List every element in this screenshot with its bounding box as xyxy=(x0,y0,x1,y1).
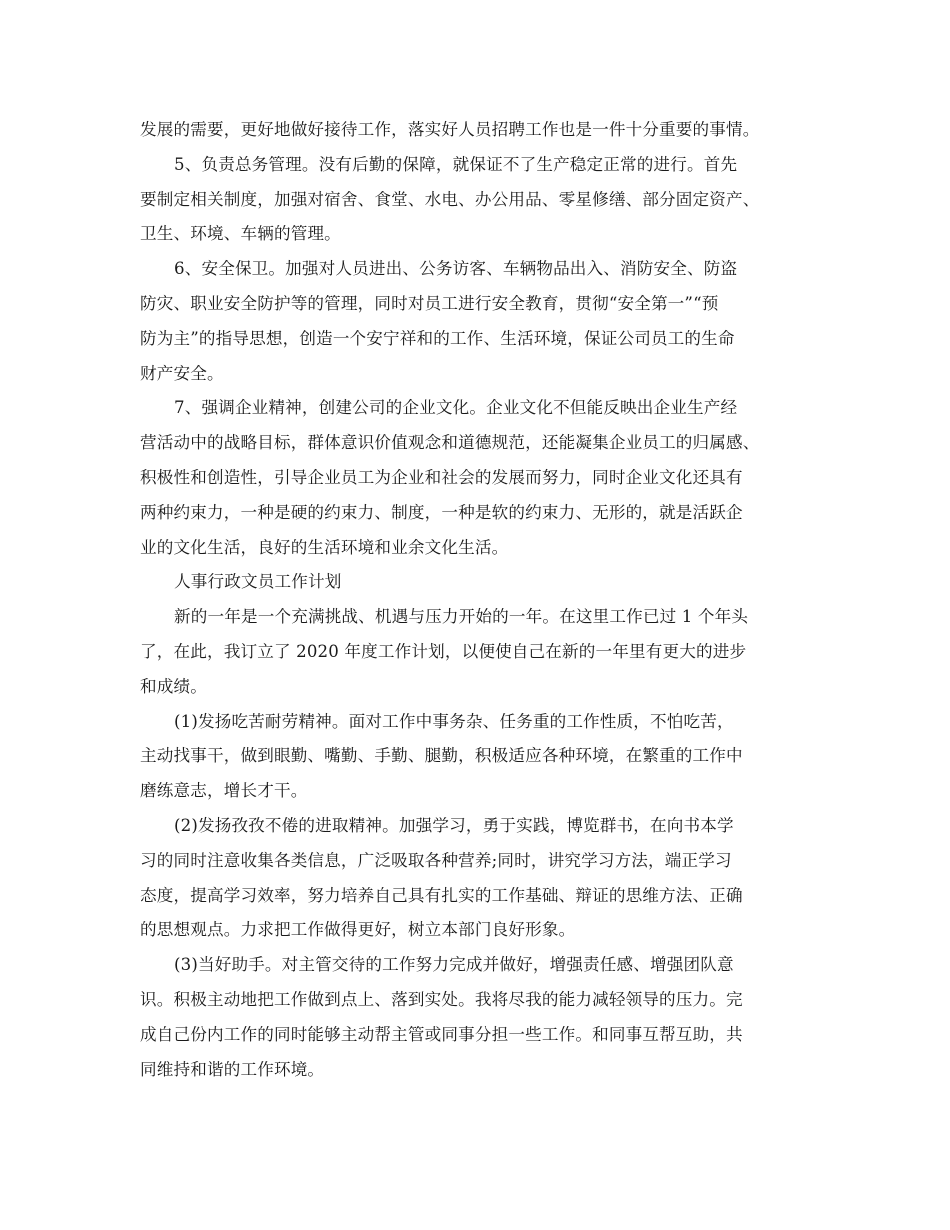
text-line: 人事行政文员工作计划 xyxy=(174,572,342,592)
text-line: 业的文化生活，良好的生活环境和业余文化生活。 xyxy=(140,537,509,557)
text-line: 防灾、职业安全防护等的管理，同时对员工进行安全教育，贯彻“安全第一”“预 xyxy=(140,293,719,313)
document-body xyxy=(140,113,820,1087)
text-line: 防为主”的指导思想，创造一个安宁祥和的工作、生活环境，保证公司员工的生命 xyxy=(140,328,735,348)
text-line: 积极性和创造性，引导企业员工为企业和社会的发展而努力，同时企业文化还具有 xyxy=(140,467,743,487)
text-line: 习的同时注意收集各类信息，广泛吸取各种营养;同时，讲究学习方法，端正学习 xyxy=(140,850,732,870)
text-line: 要制定相关制度，加强对宿舍、食堂、水电、办公用品、零星修缮、部分固定资产、 xyxy=(140,189,760,209)
text-line: 7、强调企业精神，创建公司的企业文化。企业文化不但能反映出企业生产经 xyxy=(174,398,738,418)
text-line: 营活动中的战略目标，群体意识价值观念和道德规范，还能凝集企业员工的归属感、 xyxy=(140,433,760,453)
text-line: 发展的需要，更好地做好接待工作，落实好人员招聘工作也是一件十分重要的事情。 xyxy=(140,120,760,139)
text-line: 卫生、环境、车辆的管理。 xyxy=(140,224,341,244)
text-line: (3)当好助手。对主管交待的工作努力完成并做好，增强责任感、增强团队意 xyxy=(174,955,734,975)
text-line: 识。积极主动地把工作做到点上、落到实处。我将尽我的能力减轻领导的压力。完 xyxy=(140,989,743,1009)
text-line: 成自己份内工作的同时能够主动帮主管或同事分担一些工作。和同事互帮互助，共 xyxy=(140,1024,743,1044)
text-line: 5、负责总务管理。没有后勤的保障，就保证不了生产稳定正常的进行。首先 xyxy=(174,154,738,174)
text-line: 财产安全。 xyxy=(140,363,224,383)
text-line: 的思想观点。力求把工作做得更好，树立本部门良好形象。 xyxy=(140,920,576,940)
text-line: (1)发扬吃苦耐劳精神。面对工作中事务杂、任务重的工作性质，不怕吃苦， xyxy=(174,711,734,731)
text-line: 主动找事干，做到眼勤、嘴勤、手勤、腿勤，积极适应各种环境，在繁重的工作中 xyxy=(140,746,743,766)
text-line: 6、安全保卫。加强对人员进出、公务访客、车辆物品出入、消防安全、防盗 xyxy=(174,259,738,279)
text-line: 和成绩。 xyxy=(140,676,207,696)
text-line: 两种约束力，一种是硬的约束力、制度，一种是软的约束力、无形的，就是活跃企 xyxy=(140,502,743,522)
text-line: 同维持和谐的工作环境。 xyxy=(140,1059,325,1079)
text-line: (2)发扬孜孜不倦的进取精神。加强学习，勇于实践，博览群书，在向书本学 xyxy=(174,815,734,835)
text-line: 新的一年是一个充满挑战、机遇与压力开始的一年。在这里工作已过 1 个年头 xyxy=(174,607,749,627)
text-line: 态度，提高学习效率，努力培养自己具有扎实的工作基础、辩证的思维方法、正确 xyxy=(140,885,743,905)
text-line: 磨练意志，增长才干。 xyxy=(140,781,308,801)
text-line: 了，在此，我订立了 2020 年度工作计划，以便使自己在新的一年里有更大的进步 xyxy=(140,641,747,661)
